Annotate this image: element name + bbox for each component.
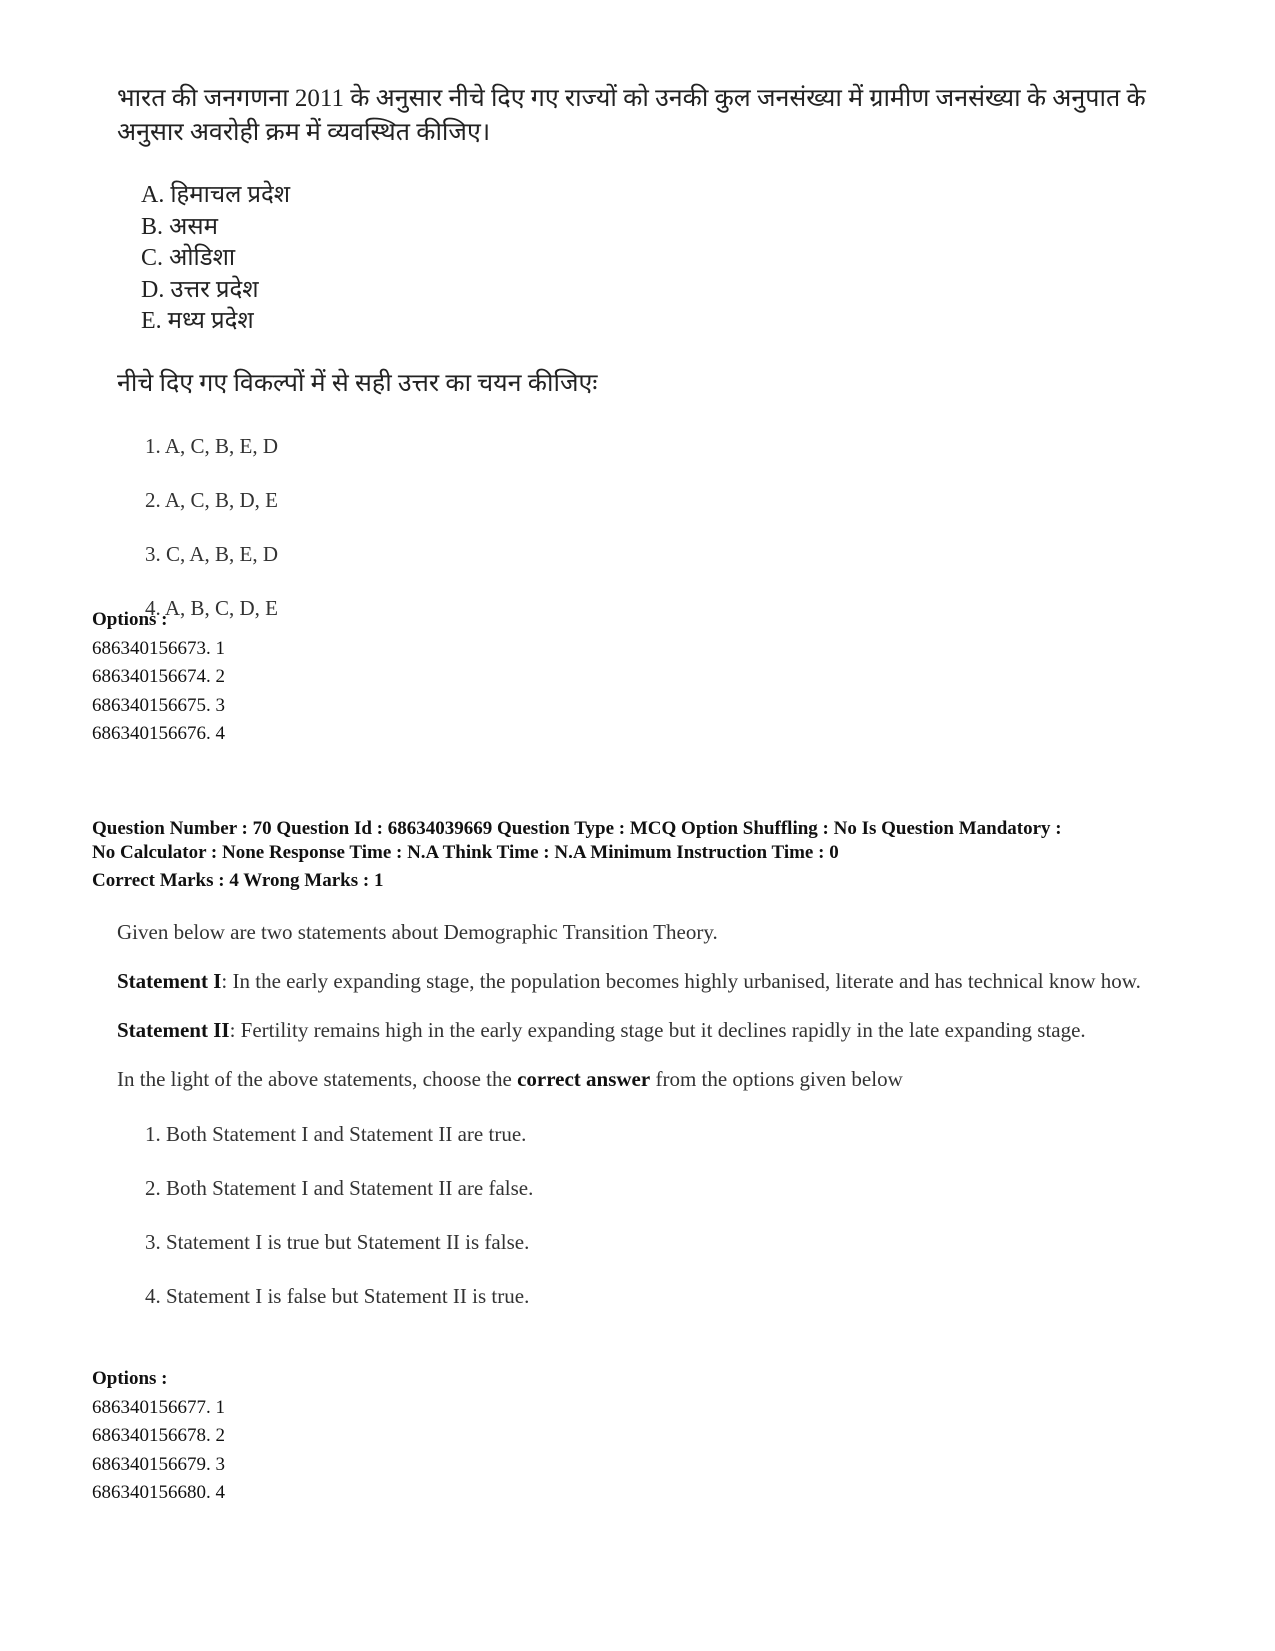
options-header: Options :: [92, 1368, 168, 1389]
option-id: 686340156679. 3: [92, 1453, 225, 1475]
question-69-choices: [145, 419, 1177, 635]
question-69-items: [141, 180, 1177, 338]
question-70-intro: Given below are two statements about Demographic Transition Theory.: [117, 920, 718, 944]
statement-1-text: : In the early expanding stage, the population becomes highly urbanised, literate and has technical know how.: [221, 969, 1141, 993]
statement-1-label: Statement I: [117, 969, 222, 993]
question-70-body: [117, 918, 1187, 1323]
choice-item: 2. Both Statement I and Statement II are false.: [145, 1176, 534, 1200]
list-item: B. असम: [141, 213, 218, 240]
list-item: E. मध्य प्रदेश: [141, 308, 254, 334]
statement-2-text: : Fertility remains high in the early expanding stage but it declines rapidly in the late expanding stage.: [229, 1018, 1086, 1042]
choice-item: 3. Statement I is true but Statement II is false.: [145, 1230, 530, 1254]
option-id: 686340156678. 2: [92, 1425, 225, 1446]
option-id: 686340156676. 4: [92, 723, 225, 744]
question-70-prompt: [117, 1065, 1187, 1093]
option-id: 686340156680. 4: [92, 1482, 225, 1503]
question-70-options: [92, 1365, 225, 1508]
question-70-choices: [145, 1107, 1187, 1323]
choice-item: 2. A, C, B, D, E: [145, 487, 279, 512]
question-69-instruction: नीचे दिए गए विकल्पों में से सही उत्तर का चयन कीजिएः: [117, 369, 598, 397]
list-item: D. उत्तर प्रदेश: [141, 276, 259, 303]
option-id: 686340156677. 1: [92, 1396, 225, 1418]
meta-line: No Calculator : None Response Time : N.A Think Time : N.A Minimum Instruction Time : 0: [92, 842, 839, 863]
option-id: 686340156675. 3: [92, 694, 225, 716]
question-69-body: [117, 82, 1177, 635]
prompt-text: In the light of the above statements, choose the: [117, 1067, 518, 1091]
choice-item: 3. C, A, B, E, D: [145, 541, 279, 566]
question-69-options: [92, 606, 225, 749]
question-70-meta: [92, 817, 1212, 893]
list-item: A. हिमाचल प्रदेश: [141, 182, 291, 208]
question-69-stem: भारत की जनगणना 2011 के अनुसार नीचे दिए गए राज्यों को उनकी कुल जनसंख्या में ग्रामीण जनसंख्या के अनुपात के अनुसार अवरोही क्रम में व्यवस्थित कीजिए।: [117, 85, 1146, 146]
marks-line: Correct Marks : 4 Wrong Marks : 1: [92, 870, 384, 891]
statement-1: [117, 967, 1187, 995]
options-header: Options :: [92, 609, 168, 630]
choice-item: 1. Both Statement I and Statement II are true.: [145, 1122, 527, 1146]
statement-2: [117, 1016, 1187, 1044]
option-id: 686340156673. 1: [92, 637, 225, 659]
choice-item: 1. A, C, B, E, D: [145, 433, 279, 458]
list-item: C. ओडिशा: [141, 245, 236, 271]
choice-item: 4. Statement I is false but Statement II is true.: [145, 1284, 530, 1308]
statement-2-label: Statement II: [117, 1018, 230, 1042]
choice-item: 4. A, B, C, D, E: [145, 595, 279, 620]
prompt-bold: correct answer: [517, 1067, 651, 1091]
meta-line: Question Number : 70 Question Id : 68634039669 Question Type : MCQ Option Shuffling : No Is Question Mandatory :: [92, 818, 1062, 839]
option-id: 686340156674. 2: [92, 666, 225, 687]
prompt-text: from the options given below: [650, 1067, 903, 1091]
